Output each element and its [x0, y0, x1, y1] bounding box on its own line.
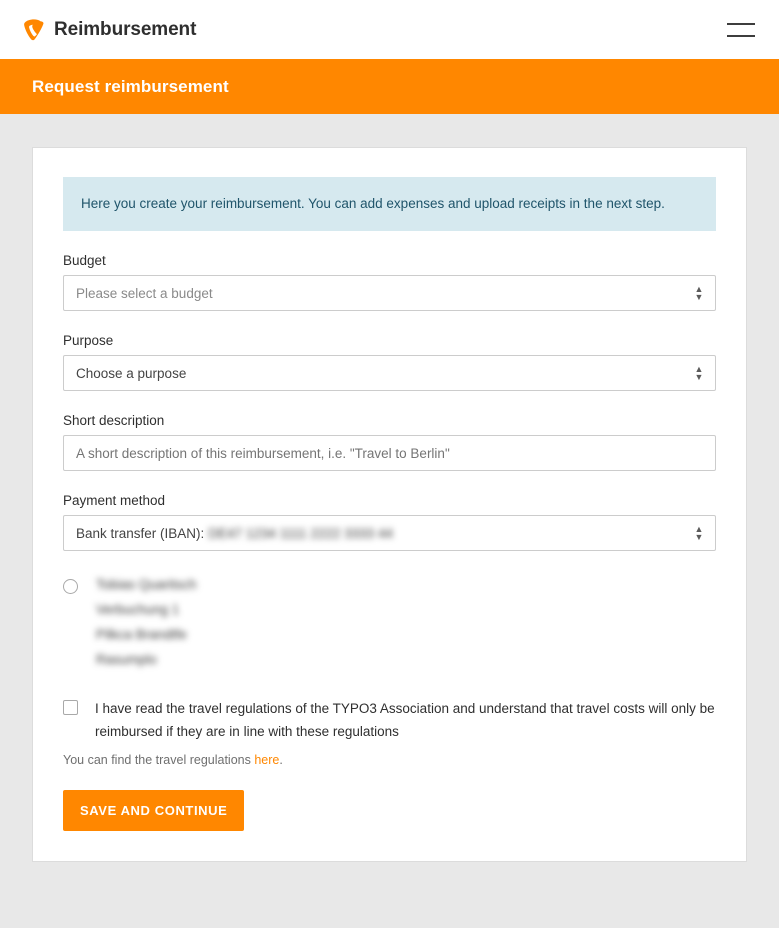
alternative-payment-option[interactable] — [63, 577, 716, 667]
app-header — [0, 0, 779, 59]
redacted-line: Tobias Quaritsch — [96, 577, 197, 593]
terms-checkbox[interactable] — [63, 700, 78, 715]
page-title: Request reimbursement — [32, 76, 229, 96]
page-header-bar — [0, 59, 779, 114]
budget-select-value: Please select a budget — [76, 285, 213, 301]
purpose-label: Purpose — [63, 333, 114, 349]
alternative-payment-radio[interactable] — [63, 579, 78, 594]
redacted-line: Verbuchung 1 — [96, 602, 180, 618]
save-and-continue-button[interactable]: SAVE AND CONTINUE — [63, 790, 244, 831]
typo3-logo-icon — [24, 19, 44, 41]
redacted-line: Pilkca Brandtfe — [96, 627, 187, 643]
payment-method-label: Payment method — [63, 493, 166, 509]
info-notice: Here you create your reimbursement. You can add expenses and upload receipts in the next step. — [63, 177, 716, 231]
hamburger-menu-icon[interactable] — [727, 20, 755, 40]
chevron-updown-icon: ▲ ▼ — [694, 524, 704, 543]
payment-method-masked-iban: DE47 1234 1111 2222 3333 44 — [208, 525, 393, 541]
brand — [24, 19, 196, 41]
budget-label: Budget — [63, 253, 106, 269]
terms-hint-prefix: You can find the travel regulations — [63, 752, 255, 767]
field-short-description — [63, 413, 716, 471]
redacted-line: Rasumplo — [96, 652, 157, 668]
brand-title: Reimbursement — [54, 18, 197, 40]
terms-label: I have read the travel regulations of the TYPO3 Association and understand that travel costs will only be reimbursed if they are in line with these regulations — [95, 701, 715, 740]
budget-select[interactable] — [63, 275, 716, 311]
short-description-input[interactable] — [63, 435, 716, 471]
short-description-label: Short description — [63, 413, 165, 429]
page-bottom-spacer — [0, 862, 779, 901]
payment-method-value: Bank transfer (IBAN): — [76, 525, 205, 541]
reimbursement-form-card — [32, 147, 747, 862]
field-payment-method — [63, 493, 716, 551]
alternative-payment-redacted-text — [96, 577, 197, 667]
payment-method-select[interactable] — [63, 515, 716, 551]
purpose-select-value: Choose a purpose — [76, 365, 187, 381]
chevron-updown-icon: ▲ ▼ — [694, 364, 704, 383]
terms-hint — [63, 753, 716, 767]
terms-row[interactable] — [63, 697, 716, 743]
travel-regulations-link[interactable]: here — [254, 752, 280, 767]
terms-hint-suffix: . — [279, 752, 283, 767]
purpose-select[interactable] — [63, 355, 716, 391]
field-purpose — [63, 333, 716, 391]
field-budget — [63, 253, 716, 311]
main-content — [0, 114, 779, 862]
chevron-updown-icon: ▲ ▼ — [694, 284, 704, 303]
